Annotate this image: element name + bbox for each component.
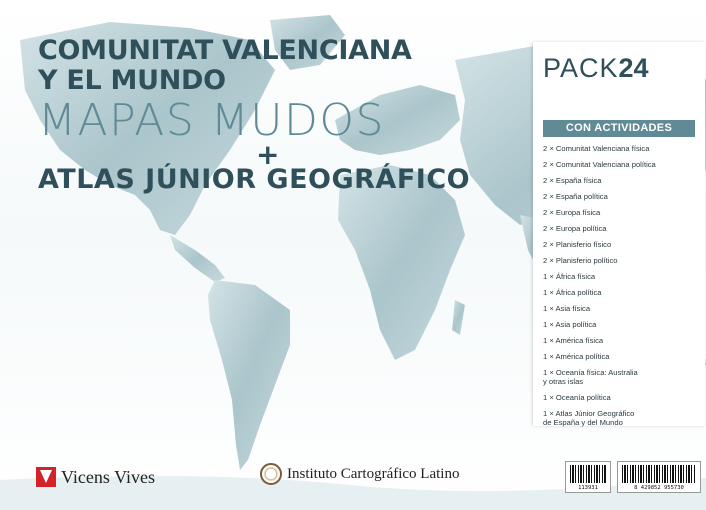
list-item: 1 × Oceanía política: [543, 393, 611, 402]
title-line-4: ATLAS JÚNIOR GEOGRÁFICO: [38, 164, 471, 195]
barcode-bars: [622, 465, 696, 483]
central-america-shape: [170, 235, 225, 282]
list-item: 2 × Europa política: [543, 224, 607, 233]
pack-subtitle-badge: CON ACTIVIDADES: [543, 120, 695, 137]
pack-word: PACK: [543, 53, 619, 83]
list-item: 2 × Comunitat Valenciana física: [543, 144, 650, 153]
pack-items-list: [543, 144, 701, 434]
title-block: [38, 36, 470, 195]
barcode-long-number: 8 429852 955730: [634, 485, 684, 491]
pack-contents-panel: [533, 42, 705, 426]
south-america-shape: [208, 280, 290, 470]
title-line-1: COMUNITAT VALENCIANA: [38, 35, 412, 66]
barcode-short-number: 113931: [578, 485, 598, 491]
list-item: 1 × América física: [543, 336, 604, 345]
institute-name: Instituto Cartográfico Latino: [287, 465, 460, 482]
list-item: 1 × Oceanía física: Australia y otras islas: [543, 368, 638, 386]
list-item: 1 × África física: [543, 272, 596, 281]
vicens-vives-icon: [36, 467, 56, 487]
list-item: 2 × Europa física: [543, 208, 601, 217]
publisher-name: Vicens Vives: [61, 466, 155, 487]
title-plus: +: [256, 138, 280, 171]
institute-seal-icon: [260, 463, 282, 485]
barcode-short: [565, 461, 611, 493]
institute-logo: [260, 463, 459, 485]
title-line-3: MAPAS MUDOS: [38, 95, 385, 146]
pack-number: 24: [618, 53, 649, 83]
barcode-bars: [570, 465, 606, 483]
title-line-2: Y EL MUNDO: [38, 65, 226, 96]
barcode-long: [617, 461, 701, 493]
list-item: 1 × Asia física: [543, 304, 591, 313]
list-item: 2 × Planisferio físico: [543, 240, 612, 249]
list-item: 2 × España física: [543, 176, 602, 185]
list-item: 1 × América política: [543, 352, 610, 361]
list-item: 2 × Comunitat Valenciana política: [543, 160, 656, 169]
publisher-logo: [36, 466, 155, 488]
pack-heading: [543, 53, 649, 84]
list-item: 1 × Atlas Júnior Geográfico de España y del Mundo: [543, 409, 635, 427]
list-item: 1 × Asia política: [543, 320, 597, 329]
list-item: 2 × España política: [543, 192, 608, 201]
madagascar-shape: [452, 300, 465, 335]
list-item: 1 × África política: [543, 288, 602, 297]
list-item: 2 × Planisferio político: [543, 256, 618, 265]
